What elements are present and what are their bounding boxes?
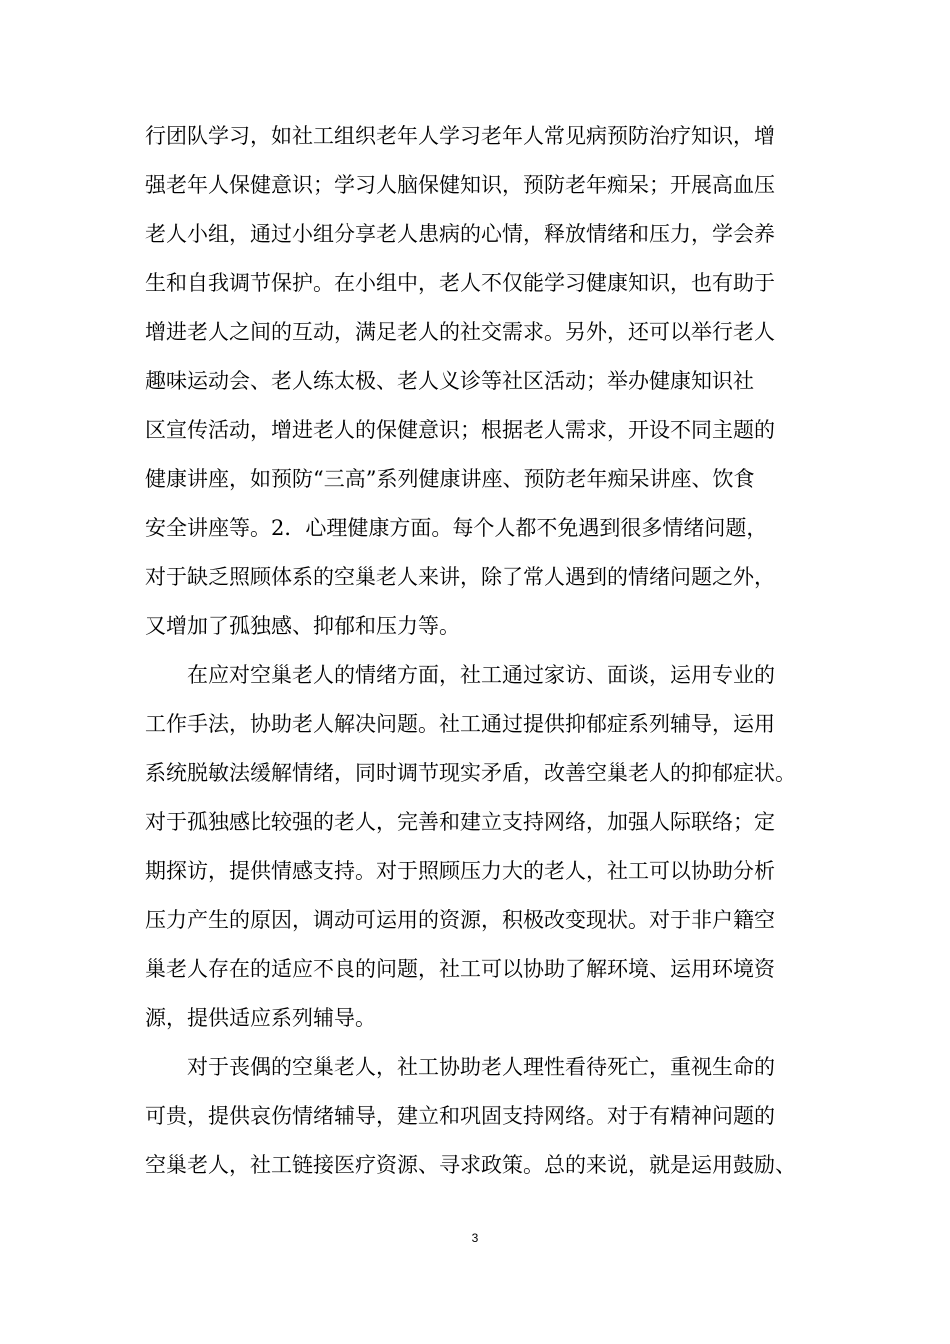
- text-line: 在应对空巢老人的情绪方面，社工通过家访、面谈，运用专业的: [145, 663, 775, 687]
- text-line: 压力产生的原因，调动可运用的资源，积极改变现状。对于非户籍空: [145, 908, 775, 932]
- text-line: 工作手法，协助老人解决问题。社工通过提供抑郁症系列辅导，运用: [145, 712, 775, 736]
- text-line: 对于丧偶的空巢老人，社工协助老人理性看待死亡，重视生命的: [145, 1055, 775, 1079]
- body-text: [145, 112, 810, 1190]
- text-line: 可贵，提供哀伤情绪辅导，建立和巩固支持网络。对于有精神问题的: [145, 1104, 775, 1128]
- text-line: 巢老人存在的适应不良的问题，社工可以协助了解环境、运用环境资: [145, 957, 775, 981]
- text-line: 系统脱敏法缓解情绪，同时调节现实矛盾，改善空巢老人的抑郁症状。: [145, 761, 796, 785]
- text-line: 期探访，提供情感支持。对于照顾压力大的老人，社工可以协助分析: [145, 859, 775, 883]
- text-line: 增进老人之间的互动，满足老人的社交需求。另外，还可以举行老人: [145, 320, 775, 344]
- text-line: 趣味运动会、老人练太极、老人义诊等社区活动；举办健康知识社: [145, 369, 754, 393]
- text-line: 对于孤独感比较强的老人，完善和建立支持网络，加强人际联络；定: [145, 810, 775, 834]
- text-line: 生和自我调节保护。在小组中，老人不仅能学习健康知识，也有助于: [145, 271, 775, 295]
- text-line: 老人小组，通过小组分享老人患病的心情，释放情绪和压力，学会养: [145, 222, 775, 246]
- text-line: 行团队学习，如社工组织老年人学习老年人常见病预防治疗知识，增: [145, 124, 775, 148]
- text-line: 空巢老人，社工链接医疗资源、寻求政策。总的来说，就是运用鼓励、: [145, 1153, 796, 1177]
- text-line: 安全讲座等。2．心理健康方面。每个人都不免遇到很多情绪问题，: [145, 516, 768, 540]
- text-line: 对于缺乏照顾体系的空巢老人来讲，除了常人遇到的情绪问题之外，: [145, 565, 775, 589]
- text-line: 健康讲座，如预防“三高”系列健康讲座、预防老年痴呆讲座、饮食: [145, 467, 755, 491]
- text-line: 源，提供适应系列辅导。: [145, 1006, 376, 1030]
- text-line: 区宣传活动，增进老人的保健意识；根据老人需求，开设不同主题的: [145, 418, 775, 442]
- text-line: 又增加了孤独感、抑郁和压力等。: [145, 614, 460, 638]
- text-line: 强老年人保健意识；学习人脑保健知识，预防老年痴呆；开展高血压: [145, 173, 775, 197]
- page-number: 3: [471, 1231, 479, 1245]
